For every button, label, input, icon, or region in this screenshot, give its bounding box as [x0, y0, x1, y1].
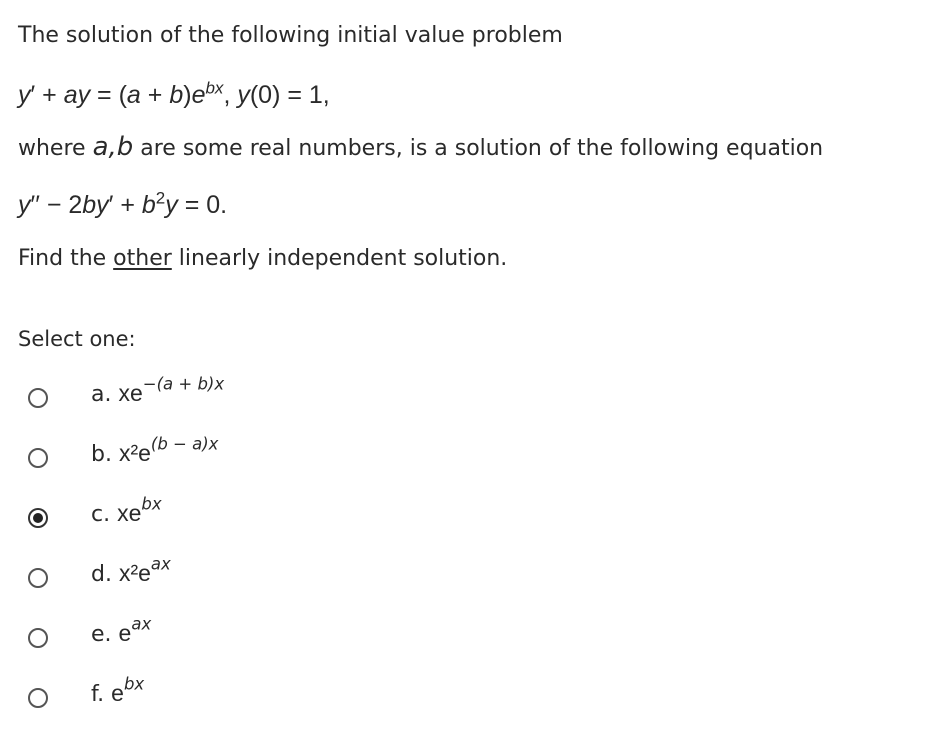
option-exponent: (b − a)x	[150, 434, 219, 454]
radio-button-selected[interactable]	[28, 508, 48, 528]
option-letter: a.	[91, 382, 119, 407]
answer-option-label[interactable]	[91, 674, 145, 707]
option-base: e	[111, 680, 124, 706]
option-exponent: bx	[141, 494, 162, 514]
option-letter: b.	[91, 442, 119, 467]
option-letter: e.	[91, 622, 119, 647]
answer-option-label[interactable]	[91, 434, 219, 467]
option-letter: c.	[91, 502, 118, 527]
option-base: e	[118, 620, 132, 646]
question-find: Find the other linearly independent solution.	[18, 246, 508, 271]
select-one-label: Select one:	[18, 327, 136, 351]
radio-button[interactable]	[28, 688, 48, 708]
option-base: x²e	[118, 440, 151, 466]
radio-button[interactable]	[28, 568, 48, 588]
question-where: where a,b are some real numbers, is a solution of the following equation	[18, 132, 824, 162]
answer-option[interactable]	[0, 672, 943, 712]
answer-option[interactable]	[0, 612, 943, 652]
option-exponent: ax	[131, 614, 152, 634]
option-exponent: bx	[123, 674, 145, 694]
option-letter: d.	[91, 562, 119, 587]
answer-option-label[interactable]	[91, 494, 162, 527]
answer-option[interactable]	[0, 552, 943, 592]
ode-equation: $y'' - 2by' + b^2y = 0$.	[18, 188, 228, 219]
radio-button[interactable]	[28, 628, 48, 648]
answer-option[interactable]	[0, 432, 943, 472]
option-letter: f.	[91, 682, 112, 707]
option-base: xe	[117, 500, 142, 526]
option-base: x²e	[118, 560, 151, 586]
question-intro: The solution of the following initial value problem	[18, 23, 563, 48]
radio-button[interactable]	[28, 388, 48, 408]
option-exponent: −(a + b)x	[142, 374, 225, 394]
answer-option[interactable]	[0, 372, 943, 412]
option-base: xe	[118, 380, 143, 406]
radio-button[interactable]	[28, 448, 48, 468]
ivp-equation: y′ + ay = $(a + b)e^{bx}$, y(0) = 1,	[18, 78, 330, 109]
answer-option-label[interactable]	[91, 554, 171, 587]
option-exponent: ax	[150, 554, 171, 574]
answer-option[interactable]	[0, 492, 943, 532]
radio-dot-icon	[33, 513, 43, 523]
answer-option-label[interactable]	[91, 614, 152, 647]
answer-option-label[interactable]	[91, 374, 225, 407]
